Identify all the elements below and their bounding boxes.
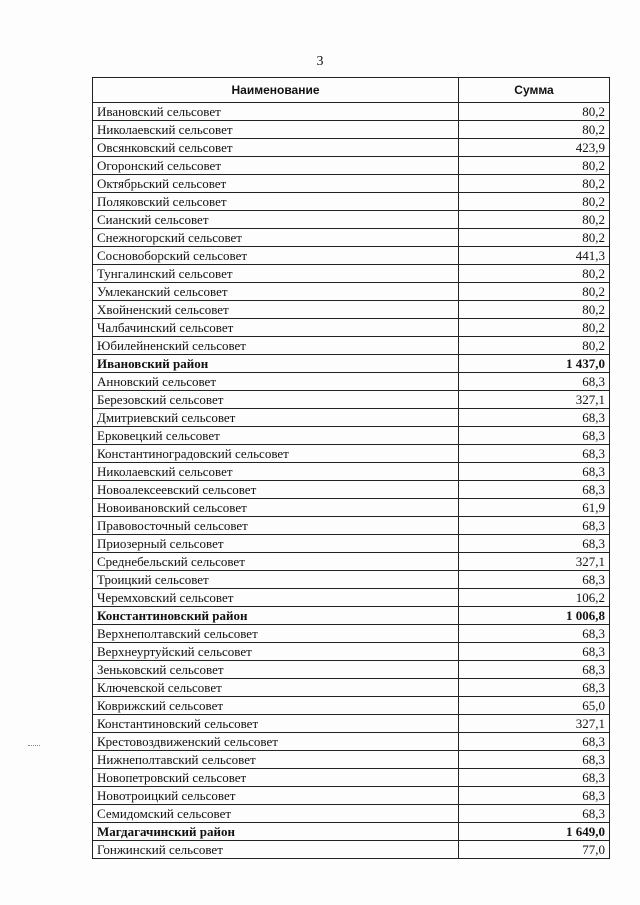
table-row: [93, 679, 610, 697]
row-sum: 327,1: [459, 391, 610, 409]
row-sum: 68,3: [459, 445, 610, 463]
row-name: Ключевской сельсовет: [93, 679, 459, 697]
row-name: Правовосточный сельсовет: [93, 517, 459, 535]
row-sum: 80,2: [459, 193, 610, 211]
row-sum: 68,3: [459, 409, 610, 427]
table-row: [93, 643, 610, 661]
row-sum: 68,3: [459, 751, 610, 769]
row-name: Крестовоздвиженский сельсовет: [93, 733, 459, 751]
row-sum: 80,2: [459, 211, 610, 229]
district-total-row: [93, 355, 610, 373]
row-name: Тунгалинский сельсовет: [93, 265, 459, 283]
row-name: Новопетровский сельсовет: [93, 769, 459, 787]
row-sum: 80,2: [459, 265, 610, 283]
row-sum: 68,3: [459, 805, 610, 823]
header-sum: Сумма: [459, 78, 610, 103]
row-sum: 68,3: [459, 769, 610, 787]
table-row: [93, 553, 610, 571]
header-name: Наименование: [93, 78, 459, 103]
table-row: [93, 319, 610, 337]
row-name: Константиновский сельсовет: [93, 715, 459, 733]
table-row: [93, 247, 610, 265]
row-sum: 80,2: [459, 319, 610, 337]
row-sum: 68,3: [459, 643, 610, 661]
table-row: [93, 499, 610, 517]
table-row: [93, 229, 610, 247]
row-sum: 80,2: [459, 121, 610, 139]
row-sum: 80,2: [459, 175, 610, 193]
row-name: Николаевский сельсовет: [93, 463, 459, 481]
table-row: [93, 841, 610, 859]
table-row: [93, 409, 610, 427]
row-sum: 1 437,0: [459, 355, 610, 373]
row-sum: 68,3: [459, 481, 610, 499]
row-sum: 80,2: [459, 229, 610, 247]
table-row: [93, 391, 610, 409]
table-body: [93, 103, 610, 859]
row-name: Верхнеуртуйский сельсовет: [93, 643, 459, 661]
table-row: [93, 481, 610, 499]
table-row: [93, 733, 610, 751]
row-name: Константиновский район: [93, 607, 459, 625]
row-sum: 68,3: [459, 679, 610, 697]
table-row: [93, 661, 610, 679]
row-name: Сианский сельсовет: [93, 211, 459, 229]
row-name: Среднебельский сельсовет: [93, 553, 459, 571]
row-sum: 80,2: [459, 283, 610, 301]
row-name: Зеньковский сельсовет: [93, 661, 459, 679]
budget-table: [92, 77, 610, 859]
table-row: [93, 211, 610, 229]
table-row: [93, 463, 610, 481]
table-row: [93, 535, 610, 553]
row-name: Гонжинский сельсовет: [93, 841, 459, 859]
row-name: Черемховский сельсовет: [93, 589, 459, 607]
row-sum: 80,2: [459, 301, 610, 319]
table-row: [93, 571, 610, 589]
row-sum: 327,1: [459, 715, 610, 733]
row-sum: 68,3: [459, 427, 610, 445]
table-row: [93, 589, 610, 607]
row-name: Троицкий сельсовет: [93, 571, 459, 589]
row-name: Хвойненский сельсовет: [93, 301, 459, 319]
table-row: [93, 445, 610, 463]
district-total-row: [93, 607, 610, 625]
row-name: Новоалексеевский сельсовет: [93, 481, 459, 499]
row-name: Коврижский сельсовет: [93, 697, 459, 715]
row-name: Октябрьский сельсовет: [93, 175, 459, 193]
row-sum: 68,3: [459, 535, 610, 553]
margin-mark: [28, 745, 40, 747]
table-row: [93, 697, 610, 715]
row-sum: 68,3: [459, 625, 610, 643]
table-row: [93, 517, 610, 535]
table-header-row: [93, 78, 610, 103]
district-total-row: [93, 823, 610, 841]
row-name: Ивановский сельсовет: [93, 103, 459, 121]
row-name: Умлеканский сельсовет: [93, 283, 459, 301]
row-name: Ивановский район: [93, 355, 459, 373]
row-name: Поляковский сельсовет: [93, 193, 459, 211]
row-sum: 80,2: [459, 337, 610, 355]
table-row: [93, 157, 610, 175]
row-name: Приозерный сельсовет: [93, 535, 459, 553]
row-name: Магдагачинский район: [93, 823, 459, 841]
table-row: [93, 121, 610, 139]
table-row: [93, 427, 610, 445]
row-name: Новоивановский сельсовет: [93, 499, 459, 517]
row-sum: 65,0: [459, 697, 610, 715]
table-row: [93, 769, 610, 787]
row-name: Дмитриевский сельсовет: [93, 409, 459, 427]
row-sum: 80,2: [459, 157, 610, 175]
table-row: [93, 715, 610, 733]
table-row: [93, 373, 610, 391]
row-name: Николаевский сельсовет: [93, 121, 459, 139]
row-sum: 441,3: [459, 247, 610, 265]
row-sum: 80,2: [459, 103, 610, 121]
table-row: [93, 283, 610, 301]
table-row: [93, 265, 610, 283]
table-row: [93, 139, 610, 157]
row-name: Сосновоборский сельсовет: [93, 247, 459, 265]
row-name: Ерковецкий сельсовет: [93, 427, 459, 445]
row-sum: 1 649,0: [459, 823, 610, 841]
row-name: Анновский сельсовет: [93, 373, 459, 391]
table-row: [93, 787, 610, 805]
row-sum: 1 006,8: [459, 607, 610, 625]
row-name: Огоронский сельсовет: [93, 157, 459, 175]
row-sum: 68,3: [459, 787, 610, 805]
row-name: Чалбачинский сельсовет: [93, 319, 459, 337]
table-row: [93, 751, 610, 769]
row-name: Нижнеполтавский сельсовет: [93, 751, 459, 769]
table-row: [93, 337, 610, 355]
row-name: Березовский сельсовет: [93, 391, 459, 409]
row-sum: 68,3: [459, 463, 610, 481]
row-sum: 68,3: [459, 517, 610, 535]
row-name: Овсянковский сельсовет: [93, 139, 459, 157]
row-sum: 61,9: [459, 499, 610, 517]
table-row: [93, 193, 610, 211]
row-sum: 68,3: [459, 733, 610, 751]
row-sum: 68,3: [459, 373, 610, 391]
row-name: Семидомский сельсовет: [93, 805, 459, 823]
row-name: Верхнеполтавский сельсовет: [93, 625, 459, 643]
row-sum: 106,2: [459, 589, 610, 607]
row-name: Константиноградовский сельсовет: [93, 445, 459, 463]
table-row: [93, 175, 610, 193]
table-row: [93, 301, 610, 319]
row-sum: 327,1: [459, 553, 610, 571]
row-name: Новотроицкий сельсовет: [93, 787, 459, 805]
row-sum: 68,3: [459, 571, 610, 589]
row-sum: 68,3: [459, 661, 610, 679]
page-number: 3: [316, 54, 324, 69]
table-row: [93, 805, 610, 823]
row-sum: 423,9: [459, 139, 610, 157]
table-row: [93, 625, 610, 643]
row-name: Юбилейненский сельсовет: [93, 337, 459, 355]
row-name: Снежногорский сельсовет: [93, 229, 459, 247]
row-sum: 77,0: [459, 841, 610, 859]
table-row: [93, 103, 610, 121]
